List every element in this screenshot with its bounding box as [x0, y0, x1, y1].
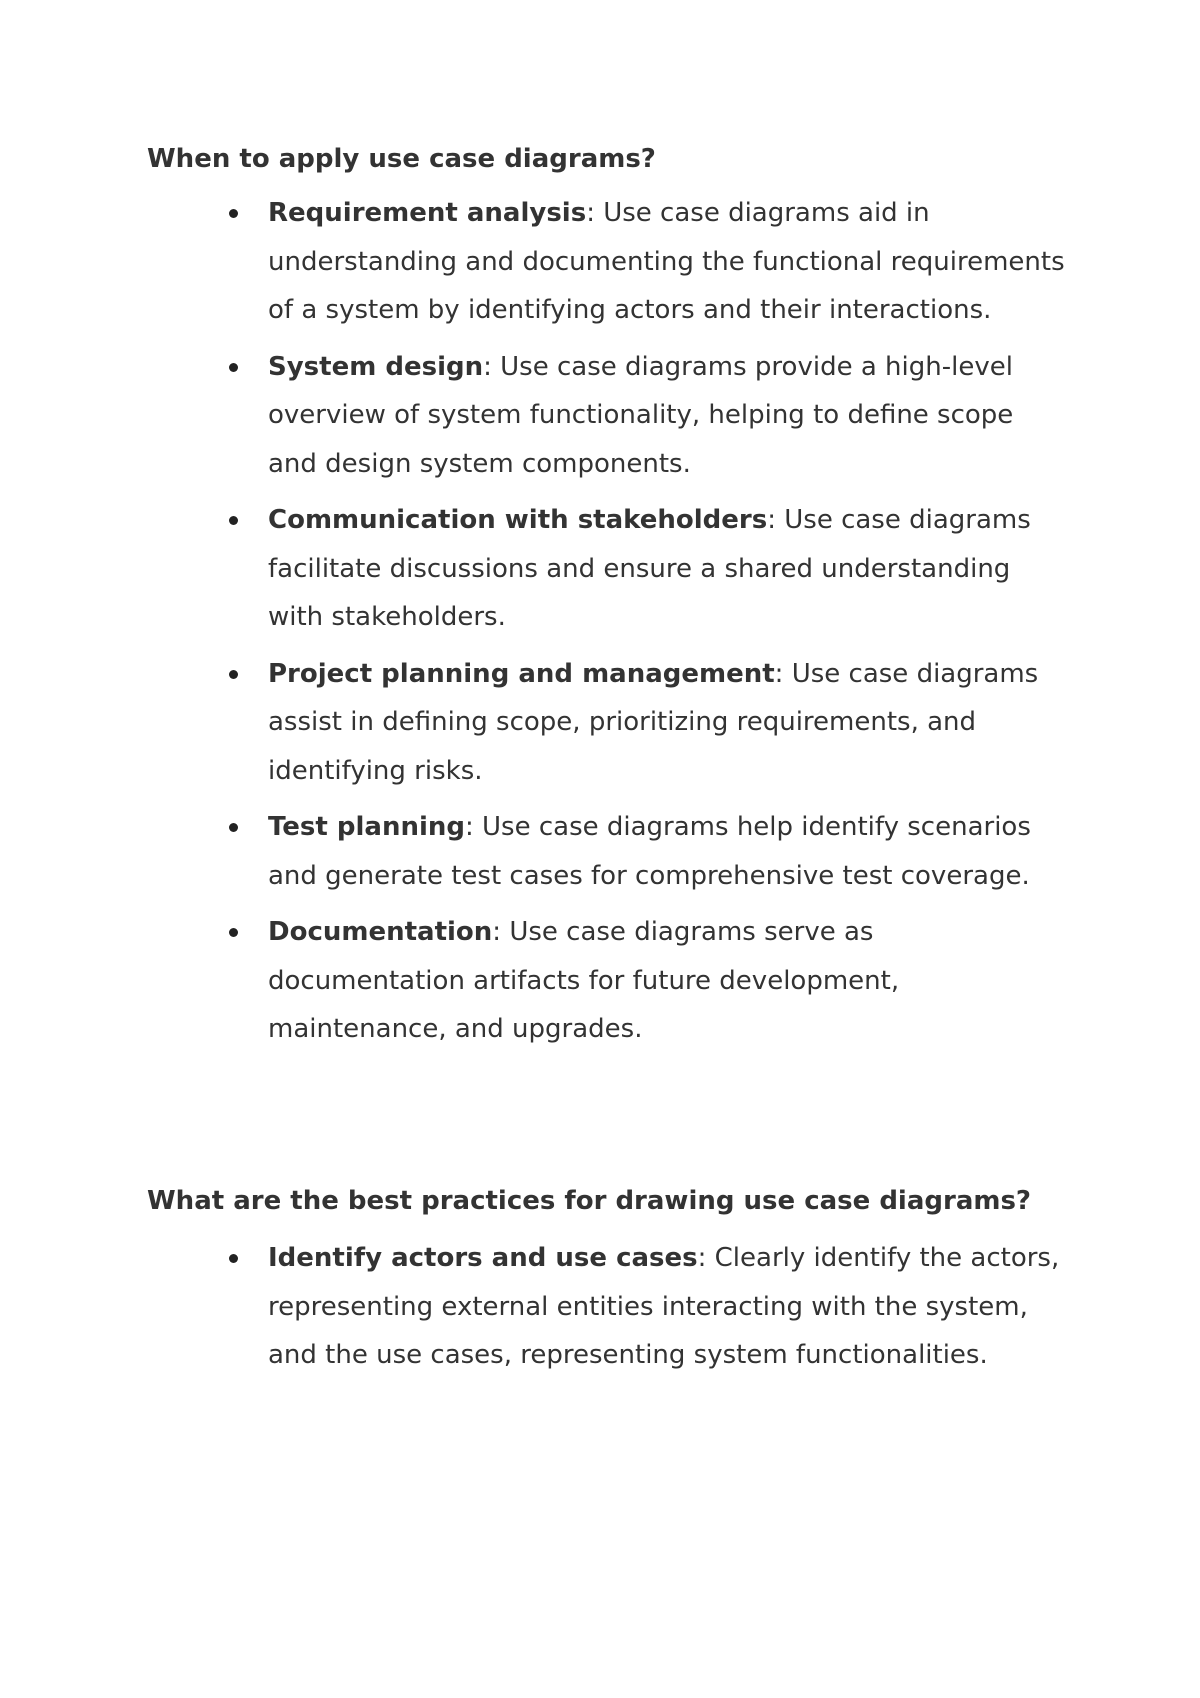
section-best-practices: [147, 1185, 1077, 1388]
item-text: : Use case diagrams facilitate discussions and ensure a shared understanding with stakeholders.: [268, 505, 1031, 632]
list-item: [147, 343, 1068, 489]
list-item: [147, 650, 1068, 796]
item-text: : Use case diagrams aid in understanding and documenting the functional requirements of a system by identifying actors and their interactions.: [268, 198, 1065, 325]
item-term: Project planning and management: [268, 658, 775, 689]
list-item: [147, 908, 1068, 1054]
bullet-icon: [229, 928, 238, 937]
item-term: Communication with stakeholders: [268, 505, 768, 535]
item-term: Documentation: [268, 917, 493, 947]
item-text: : Use case diagrams assist in defining scope, prioritizing requirements, and identifying risks.: [268, 658, 1039, 786]
section-heading: What are the best practices for drawing use case diagrams?: [147, 1186, 1032, 1216]
item-text: : Clearly identify the actors, representing external entities interacting with the system, and the use cases, representing system functionalities.: [268, 1243, 1060, 1370]
bullet-icon: [229, 209, 238, 218]
bullet-icon: [229, 1254, 238, 1263]
item-term: Identify actors and use cases: [268, 1243, 698, 1273]
list-item: [147, 189, 1068, 335]
item-text: : Use case diagrams provide a high-level overview of system functionality, helping to define scope and design system components.: [268, 351, 1014, 479]
bullet-list: [147, 1234, 1077, 1380]
item-term: System design: [268, 351, 484, 382]
bullet-icon: [229, 823, 238, 832]
list-item: [147, 1234, 1068, 1380]
bullet-icon: [229, 363, 238, 372]
bullet-icon: [229, 516, 238, 525]
bullet-icon: [229, 670, 238, 679]
item-term: Requirement analysis: [268, 198, 587, 228]
item-text: : Use case diagrams help identify scenarios and generate test cases for comprehensive test coverage.: [268, 812, 1031, 891]
item-text: : Use case diagrams serve as documentation artifacts for future development, maintenance, and upgrades.: [268, 917, 900, 1044]
section-heading: When to apply use case diagrams?: [147, 144, 656, 174]
bullet-list: [147, 189, 1077, 1054]
item-term: Test planning: [268, 812, 465, 842]
list-item: [147, 803, 1068, 900]
list-item: [147, 496, 1068, 642]
section-when-to-apply: [147, 143, 1077, 1062]
